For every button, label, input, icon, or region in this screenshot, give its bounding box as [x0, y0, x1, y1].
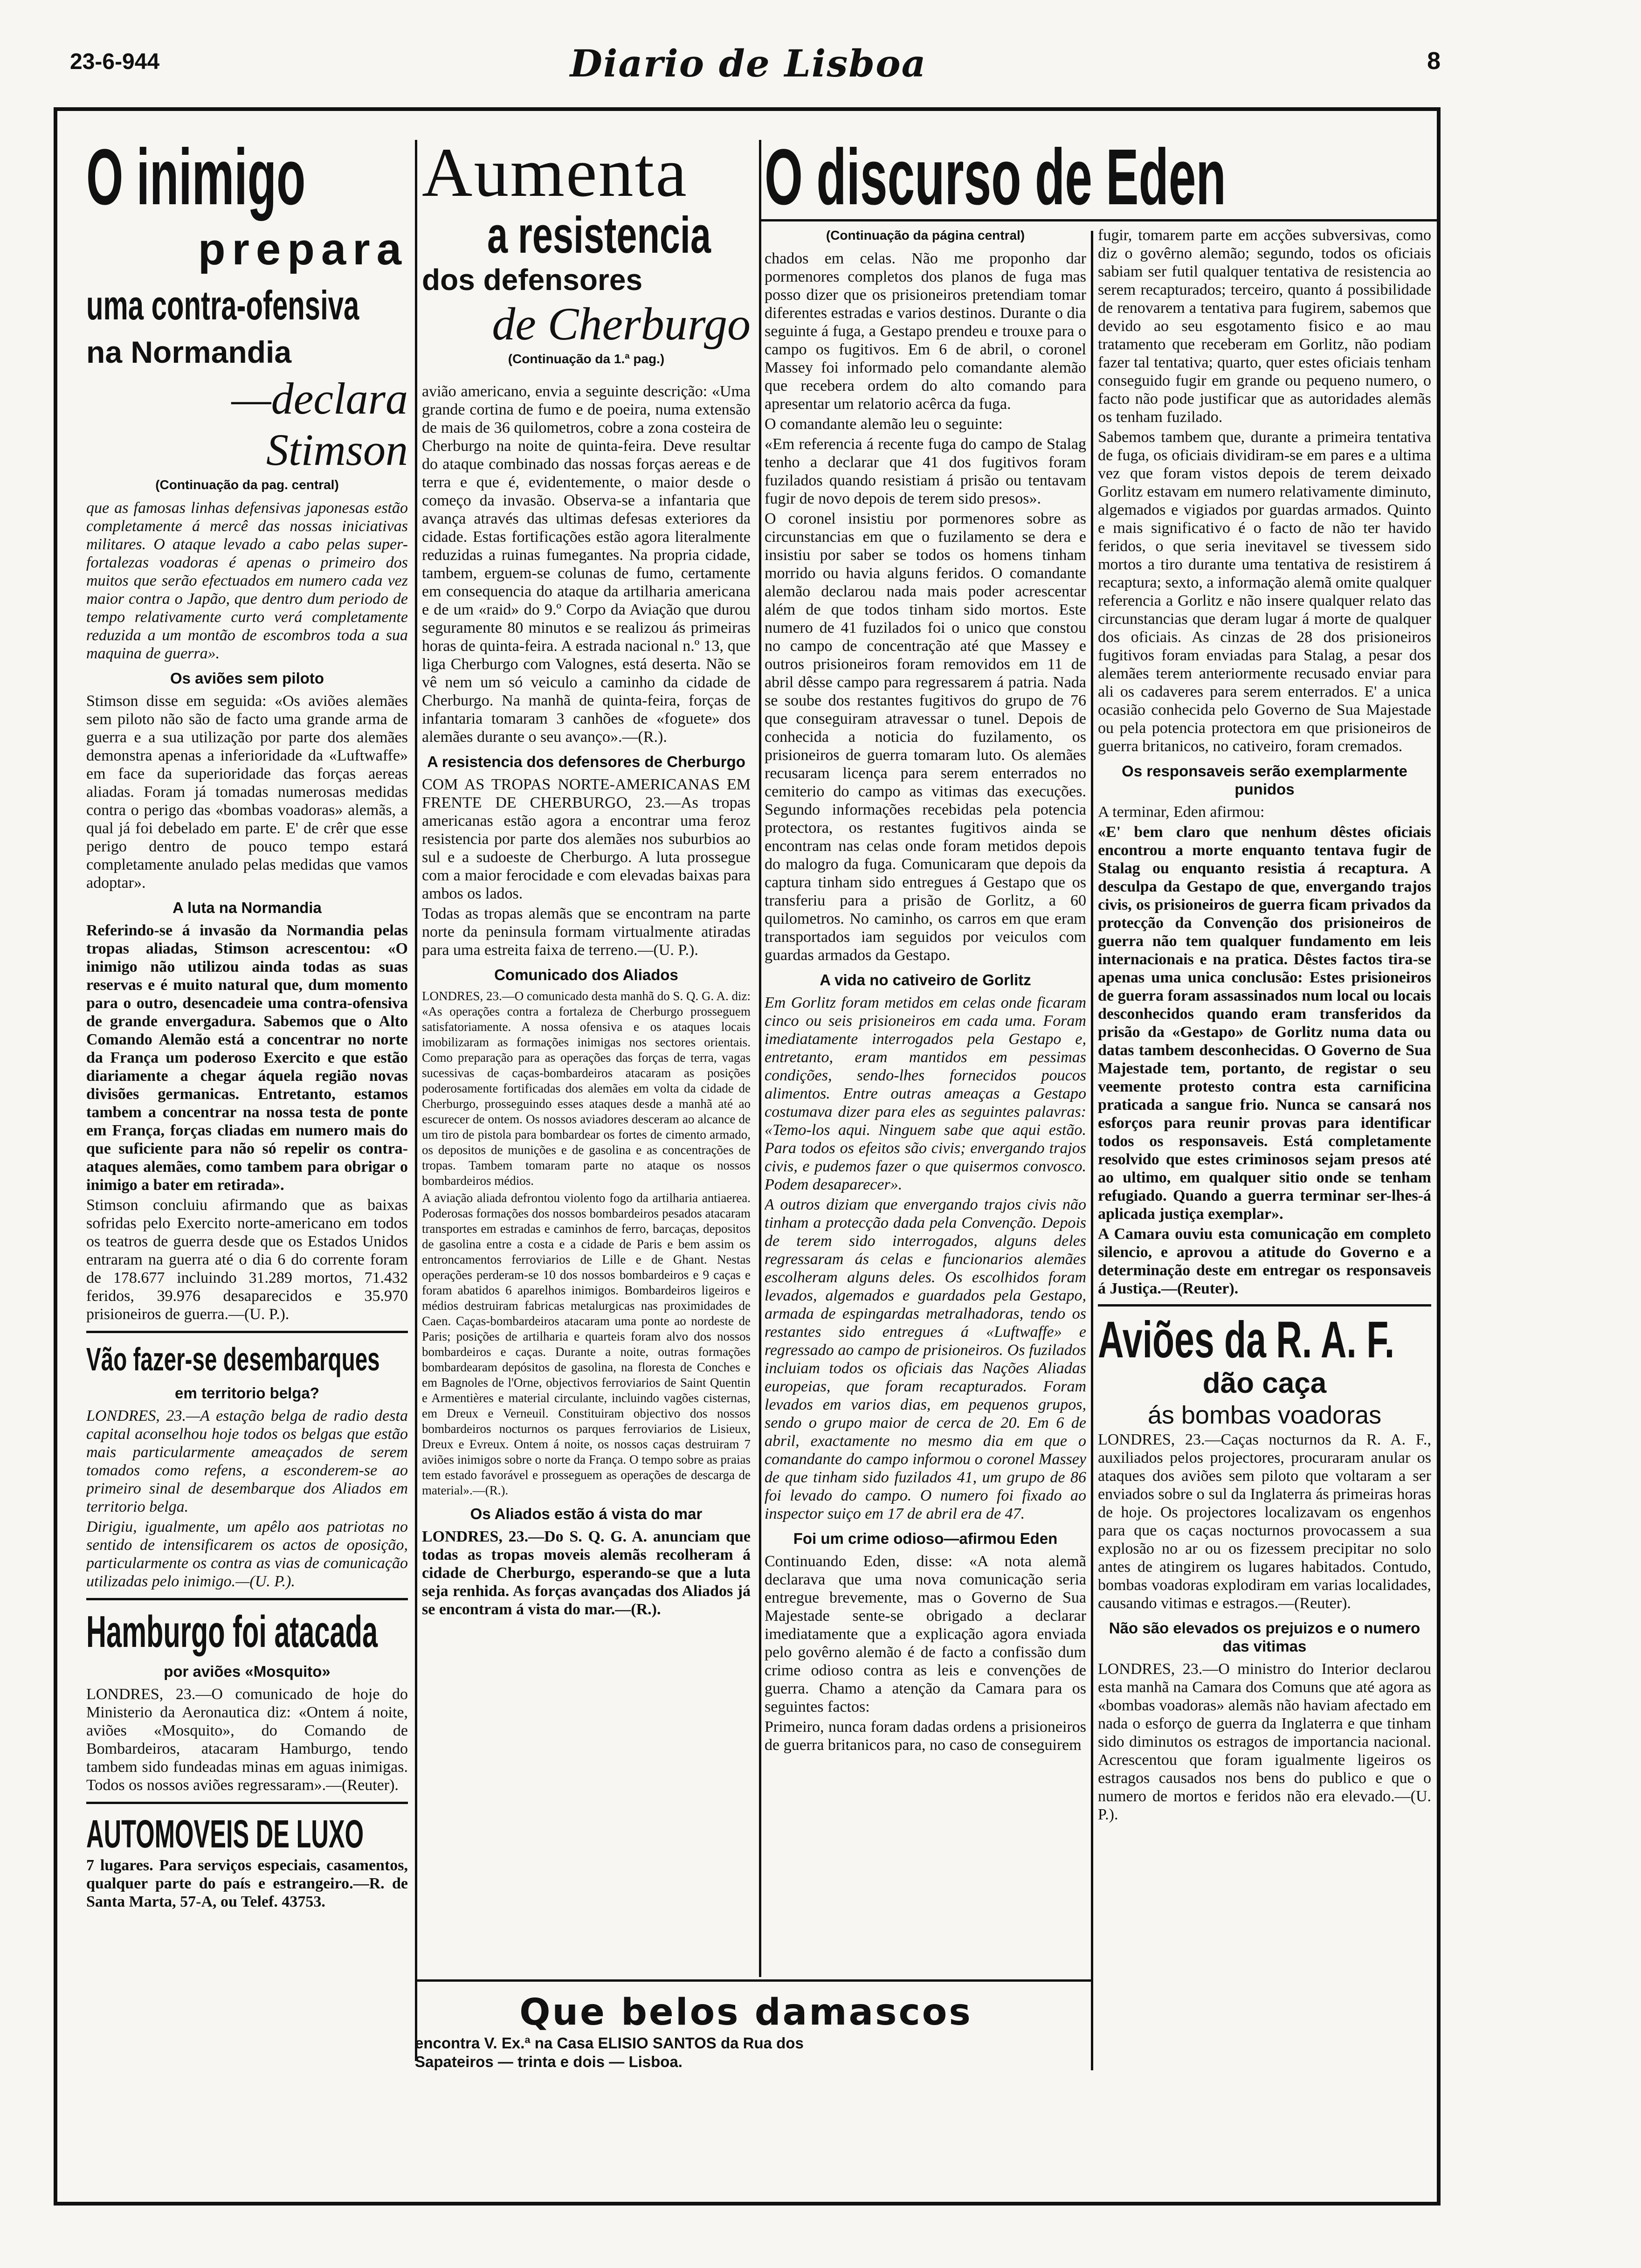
- raf-subheadline-1: dão caça: [1202, 1367, 1327, 1399]
- belga-subheadline: em territorio belga?: [175, 1384, 319, 1402]
- ad-title: Que belos damascos: [519, 1991, 972, 2033]
- paragraph: A Camara ouviu esta comunicação em completo silencio, e aprovou a atitude do Governo e a determinação deste em entregar os responsaveis á Justiça.—(Reuter).: [1098, 1225, 1431, 1297]
- paragraph: COM AS TROPAS NORTE-AMERICANAS EM FRENTE DE CHERBURGO, 23.—As tropas americanas estão agora a encontrar uma feroz resistencia por parte dos alemães nos suburbios ao sul e a sudoeste de Cherburgo. A luta prossegue com a maior ferocidade e com elevadas baixas para ambos os lados.: [422, 776, 751, 902]
- paragraph: avião americano, envia a seguinte descrição: «Uma grande cortina de fumo e de poeira, numa extensão de mais de 36 quilometros, cobre a zona costeira de Cherburgo na noite de quinta-feira. Deve resultar do ataque combinado das nossas forças aereas e de terra e que é, evidentemente, o maior desde o começo da invasão. Observa-se a infantaria que avança através das ultimas defesas exteriores da cidade. Estas fortificações estão agora literalmente reduzidas a ruinas fumegantes. Na propria cidade, tambem, erguem-se colunas de fumo, certamente em consequencia do ataque da artilharia americana e de um «raid» do 9.º Corpo da Aviação que durou seguramente 80 minutos e se realizou ás primeiras horas de quinta-feira. A estrada nacional n.º 13, que liga Cherburgo com Valognes, está deserta. Não se vê nem um só veiculo a caminho da cidade de Cherburgo. Na manhã de quinta-feira, forças de infantaria tomaram 3 canhões de «foguete» dos alemães durante o seu avanço».—(R.).: [422, 383, 751, 746]
- paragraph: O coronel insistiu por pormenores sobre as circunstancias em que o fuzilamento se dera e insistiu por saber se todos os homens tinham morrido ou havia alguns feridos. O comandante alemão declarou nada mais poder acrescentar além de que todos tinham sido mortos. Este numero de 41 fuzilados foi o unico que constou no campo de concentração até que Massey e outros prisioneiros foram removidos em 11 de abril dêsse campo para regressarem á patria. Nada se soube dos restantes fugitivos do grupo de 76 que conseguiram atravessar o tunel. Depois de conhecida a noticia do fuzilamento, os prisioneiros de guerra tomaram luto. Os alemães recusaram licença para serem enterrados no cemiterio do campo as vitimas das execuções. Segundo informações recebidas pela potencia protectora, os restantes fugitivos ainda se encontram nas celas onde foram metidos depois do malogro da fuga. Comunicaram que depois da captura tinham sido entregues á Gestapo que os transferiu para a prisão de Gorlitz, a 60 quilometros. No caminho, os carros em que eram transportados iam seguidos por veiculos com guardas armados da Gestapo.: [765, 510, 1086, 964]
- headline-line-1: O inimigo: [86, 135, 306, 221]
- paragraph: O comandante alemão leu o seguinte:: [765, 415, 1003, 433]
- paragraph: Em Gorlitz foram metidos em celas onde ficaram cinco ou seis prisioneiros em cada uma. Foram imediatamente interrogados pela Gestapo e, entretanto, eram mantidos em pessimas condições, sendo-lhes fornecidos poucos alimentos. Entre outras ameaças a Gestapo costumava dizer para eles as seguintes palavras: «Temo-los aqui. Ninguem sabe que aqui estão. Para todos os efeitos são civis; envergando trajos civis, e pudemos fazer o que quisermos convosco. Podem desaparecer».: [765, 994, 1086, 1193]
- paragraph: «E' bem claro que nenhum dêstes oficiais encontrou a morte enquanto tentava fugir de Stalag ou enquanto resistia á recaptura. A desculpa da Gestapo de que, envergando trajos civis, os prisioneiros de guerra ficam privados da protecção da Convenção dos prisioneiros de guerra não tem qualquer fundamento em leis internacionais e na pratica. Dêstes factos tira-se apenas uma unica conclusão: Estes prisioneiros de guerra foram assassinados num local ou locais desconhecidos quando eram transferidos da prisão da «Gestapo» de Gorlitz numa data ou datas tambem desconhecidas. O Governo de Sua Majestade tem, portanto, de registar o seu veemente protesto contra esta carnificina praticada a sangue frio. Nunca se cansará nos esforços para reunir provas para identificar todos os responsaveis. Está completamente resolvido que estes criminosos sejam presos até ao ultimo, em qualquer sitio onde se tenham refugiado. Quando a guerra terminar ser-lhes-á aplicada justiça exemplar».: [1098, 823, 1431, 1223]
- column-rule: [1091, 231, 1093, 2070]
- paragraph: Todas as tropas alemãs que se encontram na parte norte da peninsula formam virtualmente atiradas para uma estreita faixa de terreno.—(U. P.).: [422, 905, 751, 959]
- subheading: Os responsaveis serão exemplarmente punidos: [1122, 762, 1407, 798]
- subheading: Os Aliados estão á vista do mar: [470, 1505, 703, 1522]
- subheading: Comunicado dos Aliados: [494, 966, 678, 983]
- stimson-article: [86, 499, 408, 1323]
- paragraph: LONDRES, 23.—O comunicado desta manhã do S. Q. G. A. diz: «As operações contra a fortaleza de Cherburgo prosseguem satisfatoriamente. A nossa ofensiva e os ataques locais imobilizaram as formações inimigas nos sectores orientais. Como preparação para as operações das forças de terra, vagas sucessivas de caças-bombardeiros atacaram as posições poderosamente fortificadas dos alemães em volta da cidade de Cherburgo, prosseguindo esses ataques desde a manhã até ao escurecer de ontem. Os nossos aviadores desceram ao alcance de um tiro de pistola para bombardear os fortes de cimento armado, os depositos de munições e de gasolina e as concentrações de tropas. Tambem tomaram parte no ataque os nossos bombardeiros médios.: [422, 989, 751, 1188]
- paragraph: LONDRES, 23.—O comunicado de hoje do Ministerio da Aeronautica diz: «Ontem á noite, aviões «Mosquito», do Comando de Bombardeiros, atacaram Hamburgo, tendo tambem sido fundeadas minas em aguas inimigas. Todos os nossos aviões regressaram».—(Reuter).: [86, 1686, 408, 1794]
- subheading: Os aviões sem piloto: [170, 670, 324, 687]
- hamburgo-subheadline: por aviões «Mosquito»: [164, 1663, 331, 1680]
- subheading: Não são elevados os prejuizos e o numero das vitimas: [1109, 1619, 1420, 1655]
- paragraph: chados em celas. Não me proponho dar pormenores completos dos planos de fuga mas posso dizer que os prisioneiros pretendiam tomar diferentes estradas e varios destinos. Durante o dia seguinte á fuga, a Gestapo prendeu e trouxe para o campo os fugitivos. Em 6 de abril, o coronel Massey foi informado pelo comandante alemão que recebera ordem do alto comando para apresentar um relatorio acêrca da fuga.: [765, 250, 1086, 413]
- hamburgo-article: [86, 1608, 408, 1794]
- paragraph: Stimson disse em seguida: «Os aviões alemães sem piloto não são de facto uma grande arma de guerra e a sua utilização por parte dos alemães demonstra apenas a inferioridade da «Luftwaffe» em face da superioridade das forças aereas aliadas. Foram já tomadas numerosas medidas contra o perigo das «bombas voadoras» alemãs, a qual já foi debelado em parte. E' de crêr que esse perigo dentro de pouco tempo estará completamente anulado pelas medidas que vamos adoptar».: [86, 692, 408, 892]
- paragraph: A terminar, Eden afirmou:: [1098, 803, 1265, 821]
- eden-headline-block: [765, 135, 1431, 219]
- stimson-headline: [86, 135, 408, 499]
- headline-line-2: a resistencia: [487, 207, 711, 264]
- section-rule: [86, 1802, 408, 1804]
- ad-top-rule: [415, 1979, 1093, 1982]
- subheading: A resistencia dos defensores de Cherburgo: [427, 753, 745, 770]
- continuation-note: (Continuação da 1.ª pag.): [508, 352, 665, 366]
- eden-column-a: [765, 226, 1086, 1972]
- masthead: [61, 41, 1441, 96]
- paragraph: «Em referencia á recente fuga do campo de Stalag tenho a declarar que 41 dos fugitivos foram fuzilados quando resistiam á prisão ou tentavam fugir de novo depois de terem sido presos».: [765, 436, 1086, 507]
- section-rule: [86, 1598, 408, 1600]
- headline-line-1: Aumenta: [422, 135, 688, 211]
- ad-line-1: encontra V. Ex.ª na Casa ELISIO SANTOS da Rua dos: [415, 2034, 804, 2052]
- automoveis-ad: [86, 1812, 408, 1911]
- automoveis-headline: AUTOMOVEIS DE LUXO: [86, 1812, 364, 1856]
- ad-line-2: Sapateiros — trinta e dois — Lisboa.: [415, 2053, 683, 2070]
- subheading: A luta na Normandia: [172, 899, 322, 916]
- column-rule: [415, 140, 417, 2061]
- raf-subheadline-2: ás bombas voadoras: [1147, 1401, 1382, 1429]
- belga-headline: Vão fazer-se desembarques: [86, 1341, 380, 1377]
- paragraph: A aviação aliada defrontou violento fogo da artilharia antiaerea. Poderosas formações dos nossos bombardeiros pesados atacaram transportes em estradas e caminhos de ferro, barcaças, depositos de gasolina entre a costa e a cidade de Paris e bem assim os entroncamentos ferroviarios de Lille e de Ghant. Nestas operações perderam-se 10 dos nossos bombardeiros e 9 caças e foram abatidos 6 aparelhos inimigos. Bombardeiros ligeiros e médios destruiram fabricas metalurgicas nas proximidades de Caen. Caças-bombardeiros atacaram uma ponte ao nordeste de Paris; posições de artilharia e quarteis foram alvo dos nossos bombardeiros e caças. Durante a noite, outras formações bombardearam depósitos de gasolina, na floresta de Conches e em Bagnoles de l'Orne, objectivos ferroviarios de Saint Quentin e Armentières e material circulante, incluindo vagões cisternas, em Dreux e Verneuil. Constituiram objectivo dos nossos bombardeiros nocturnos os parques ferroviarios de Lisieux, Dreux e Evreux. Ontem á noite, os nossos caças destruiram 7 aviões inimigos sobre o norte da França. O tempo sobre as praias tem estado favorável e prosseguem as operações de descarga de material».—(R.).: [422, 1191, 751, 1497]
- eden-article-part-1: [765, 249, 1086, 1754]
- headline-line-3: uma contra-ofensiva: [86, 282, 359, 328]
- left-column: [86, 135, 408, 2066]
- paragraph: A outros diziam que envergando trajos civis não tinham a protecção dada pela Convenção. Depois de terem sido interrogados, alguns deles regressaram ás celas e funcionarios alemães escolheram alguns deles. Os escolhidos foram levados, algemados e guardados pela Gestapo, armada de espingardas metralhadoras, tendo os restantes sido entregues á «Luftwaffe» e regressado ao campo de prisioneiros. Os fuzilados incluiam todos os oficiais das Nações Aliadas europeias, que foram recapturados. Foram levados em varios dias, em pequenos grupos, sendo o grupo maior de cerca de 20. Em 6 de abril, exactamente no mesmo dia em que o comandante do campo informou o coronel Massey de que tinham sido fuzilados 41, um grupo de 86 foi levado do campo. O numero foi fixado ao inspector suiço em 17 de abril era de 47.: [765, 1196, 1086, 1522]
- belga-article: [86, 1341, 408, 1590]
- cherburgo-article: [422, 382, 751, 1618]
- raf-headline: Aviões da R. A. F.: [1098, 1311, 1395, 1369]
- continuation-note: (Continuação da pag. central): [155, 477, 339, 492]
- headline-line-2: prepara: [198, 224, 408, 274]
- headline-line-3: dos defensores: [422, 263, 643, 297]
- newspaper-title: Diario de Lisboa: [570, 41, 927, 85]
- paragraph: Sabemos tambem que, durante a primeira tentativa de fuga, os oficiais dividiram-se em pares e a ultima vez que foram vistos depois de terem deixado Gorlitz estavam em numero relativamente diminuto, algemados e vigiados por guardas armados. Quinto e mais significativo é o facto de não ter havido feridos, o que seria inevitavel se tivessem sido mortos a tiro durante uma tentativa de resistirem á recaptura; sexto, a informação alemã omite qualquer referencia a Gorlitz e não insere qualquer relato das circunstancias que deram lugar á morte de qualquer dos oficiais. As cinzas de 28 dos prisioneiros fugitivos foram enviadas para Stalag, a pesar dos alemães terem anteriormente recusado enviar para ali os cadaveres para serem enterrados. E' a unica ocasião conhecida pelo Governo de Sua Majestade ou pela potencia protectora em que prisioneiros de guerra britanicos, no cativeiro, foram cremados.: [1098, 429, 1431, 755]
- paragraph: que as famosas linhas defensivas japonesas estão completamente á mercê das nossas iniciativas militares. O ataque levado a cabo pelas super-fortalezas voadoras é apenas o primeiro dos muitos que serão efectuados em numero cada vez maior contra o Japão, que dentro dum periodo de tempo relativamente curto verá completamente reduzida a um montão de escombros toda a sua maquina de guerra».: [86, 499, 408, 662]
- middle-column: [422, 135, 751, 1972]
- paragraph: LONDRES, 23.—Do S. Q. G. A. anunciam que todas as tropas moveis alemãs recolheram á cidade de Cherburgo, esperando-se que a luta seja renhida. As forças avançadas dos Aliados já se encontram á vista do mar.—(R.).: [422, 1528, 751, 1618]
- section-rule: [1098, 1304, 1431, 1307]
- paragraph: Dirigiu, igualmente, um apêlo aos patriotas no sentido de intensificarem os actos de oposição, particularmente os contra as vias de comunicação utilizadas pelo inimigo.—(U. P.).: [86, 1518, 408, 1590]
- eden-headline: O discurso de Eden: [765, 135, 1226, 219]
- paragraph: Stimson concluiu afirmando que as baixas sofridas pelo Exercito norte-americano em todos os teatros de guerra desde que os Estados Unidos entraram na guerra até o dia 6 do corrente foram de 178.677 incluindo 31.289 mortos, 71.432 feridos, 39.976 desaparecidos e 35.970 prisioneiros de guerra.—(U. P.).: [86, 1196, 408, 1323]
- paragraph: Referindo-se á invasão da Normandia pelas tropas aliadas, Stimson acrescentou: «O inimigo não utilizou ainda todas as suas reservas e é muito natural que, dum momento para o outro, desencadeie uma contra-ofensiva de grande envergadura. Sabemos que o Alto Comando Alemão está a concentrar no norte da França um poderoso Exercito e que estão diariamente a chegar áquela região novas divisões germanicas. Entretanto, estamos tambem a concentrar na nossa testa de ponte em França, forças cliadas em numero mais do que suficiente para não só repelir os contra-ataques alemães, como tambem para obrigar o inimigo a bater em retirada».: [86, 922, 408, 1194]
- headline-line-5: —declara Stimson: [231, 373, 408, 475]
- paragraph: LONDRES, 23.—Caças nocturnos da R. A. F., auxiliados pelos projectores, procuraram anular os ataques dos aviões sem piloto que voltaram a ser enviados sobre o sul da Inglaterra ás primeiras horas de hoje. Os projectores localizavam os engenhos para que os caças nocturnos provocassem a sua explosão no ar ou os fizessem precipitar no solo antes de atingirem os lugares habitados. Contudo, bombas voadoras explodiram em varias localidades, causando vitimas e estragos.—(Reuter).: [1098, 1431, 1431, 1612]
- hamburgo-headline: Hamburgo foi atacada: [86, 1607, 378, 1657]
- paragraph: 7 lugares. Para serviços especiais, casamentos, qualquer parte do país e estrangeiro.—R. de Santa Marta, 57-A, ou Telef. 43753.: [86, 1857, 408, 1910]
- section-rule: [86, 1331, 408, 1333]
- issue-date: 23-6-944: [70, 49, 160, 74]
- headline-line-4: na Normandia: [86, 335, 292, 369]
- column-rule: [759, 140, 761, 1977]
- cherburgo-headline: [422, 135, 751, 382]
- paragraph: LONDRES, 23.—O ministro do Interior declarou esta manhã na Camara dos Comuns que até agora as «bombas voadoras» alemãs não haviam afectado em nada o esforço de guerra da Inglaterra e que tinham sido diminutos os estragos de importancia nacional. Acrescentou que foram igualmente ligeiros os estragos causados nos bens do publico e que o numero de mortos e feridos não era elevado.—(U. P.).: [1098, 1660, 1431, 1823]
- paragraph: fugir, tomarem parte em acções subversivas, como diz o govêrno alemão; segundo, todos os oficiais sabiam ser futil qualquer tentativa de resistencia ao serem recapturados; terceiro, quanto á possibilidade de renovarem a tentativa para fugirem, sabemos que devido ao seu esgotamento fisico e ao mau tratamento que receberam em Gorlitz, não podiam fazer tal tentativa; quarto, quer estes oficiais tenham conseguido fugir em grande ou pequeno numero, o facto não pode justificar que as autoridades alemãs os tenham fuzilado.: [1098, 227, 1431, 426]
- paragraph: Continuando Eden, disse: «A nota alemã declarava que uma nova comunicação seria entregue brevemente, mas o Governo de Sua Majestade sente-se obrigado a declarar imediatamente que a explicação agora enviada pelo govêrno alemão é de facto a confissão dum crime odioso contra as leis e convenções de guerra. Chamo a atenção da Camara para os seguintes factos:: [765, 1553, 1086, 1715]
- page-number: 8: [1427, 48, 1441, 75]
- paragraph: Primeiro, nunca foram dadas ordens a prisioneiros de guerra britanicos para, no caso de conseguirem: [765, 1718, 1086, 1754]
- subheading: A vida no cativeiro de Gorlitz: [820, 971, 1031, 989]
- raf-article: [1098, 1313, 1431, 1824]
- headline-rule: [760, 219, 1438, 221]
- paragraph: LONDRES, 23.—A estação belga de radio desta capital aconselhou hoje todos os belgas que estão mais particularmente ameaçados de serem tomados como refens, a esconderem-se ao primeiro sinal de desembarque dos Aliados em territorio belga.: [86, 1407, 408, 1515]
- eden-column-b: [1098, 226, 1431, 2073]
- eden-article-part-2: [1098, 226, 1431, 1298]
- subheading: Foi um crime odioso—afirmou Eden: [793, 1530, 1058, 1547]
- damascos-advertisement: [415, 1991, 1077, 2070]
- continuation-note: (Continuação da página central): [826, 228, 1025, 242]
- headline-line-4: de Cherburgo: [492, 298, 751, 350]
